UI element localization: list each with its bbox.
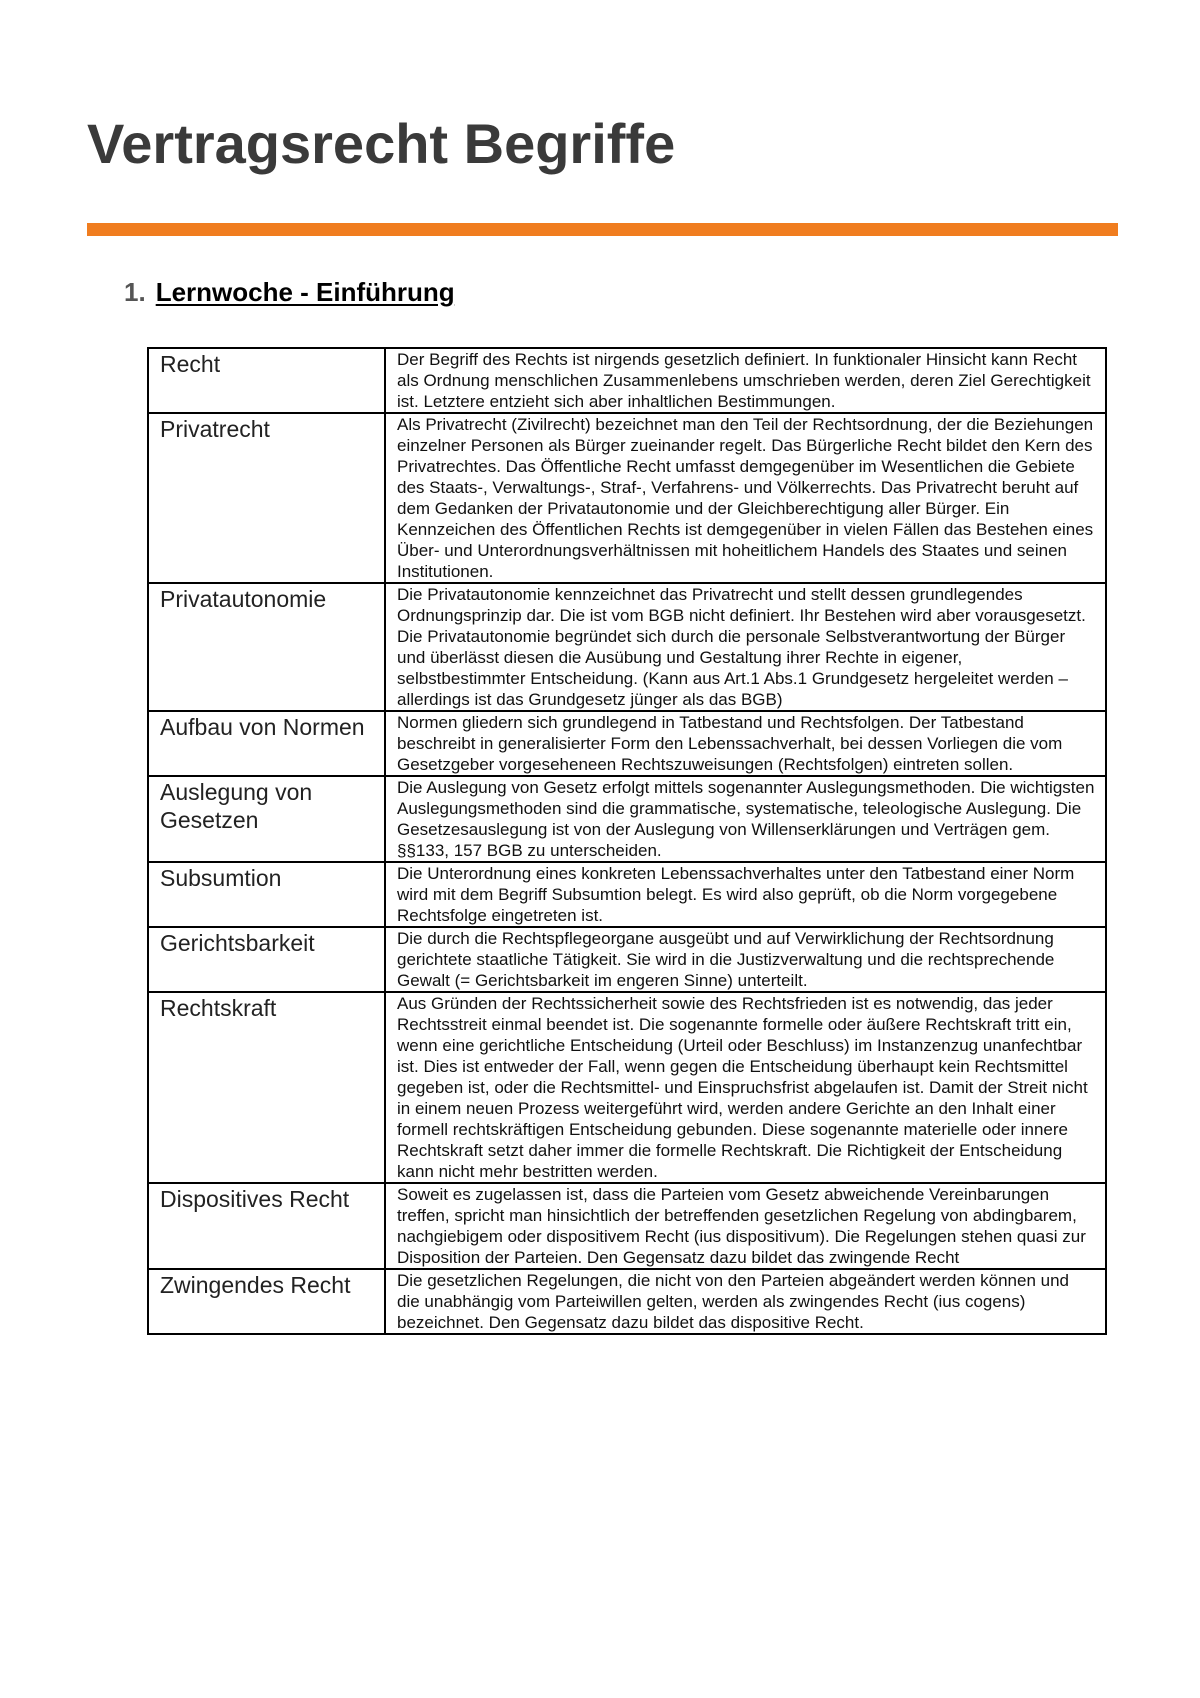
section-label: Lernwoche - Einführung xyxy=(155,277,455,307)
terms-table xyxy=(147,347,1107,1335)
table-row xyxy=(148,992,1106,1183)
term-cell: Rechtskraft xyxy=(148,992,385,1183)
table-row xyxy=(148,862,1106,927)
definition-cell: Normen gliedern sich grundlegend in Tatbestand und Rechtsfolgen. Der Tatbestand beschreibt in generalisierter Form den Lebenssachverhalt, bei dessen Vorliegen die vom Gesetzgeber vorgeseheneen Rechtszuweisungen (Rechtsfolgen) eintreten sollen. xyxy=(385,711,1106,776)
term-cell: Auslegung von Gesetzen xyxy=(148,776,385,862)
table-row xyxy=(148,711,1106,776)
definition-cell: Die Privatautonomie kennzeichnet das Privatrecht und stellt dessen grundlegendes Ordnungsprinzip dar. Die ist vom BGB nicht definiert. Ihr Bestehen wird aber vorausgesetzt. Die Privatautonomie begründet sich durch die personale Selbstverantwortung der Bürger und überlässt diesen die Ausübung und Gestaltung ihrer Rechte in eigener, selbstbestimmter Entscheidung. (Kann aus Art.1 Abs.1 Grundgesetz hergeleitet werden – allerdings ist das Grundgesetz jünger als das BGB) xyxy=(385,583,1106,711)
table-row xyxy=(148,1183,1106,1269)
term-cell: Gerichtsbarkeit xyxy=(148,927,385,992)
definition-cell: Die gesetzlichen Regelungen, die nicht von den Parteien abgeändert werden können und die unabhängig vom Parteiwillen gelten, werden als zwingendes Recht (ius cogens) bezeichnet. Den Gegensatz dazu bildet das dispositive Recht. xyxy=(385,1269,1106,1334)
section-number: 1. xyxy=(124,277,146,307)
table-row xyxy=(148,348,1106,413)
table-row xyxy=(148,583,1106,711)
term-cell: Dispositives Recht xyxy=(148,1183,385,1269)
definition-cell: Der Begriff des Rechts ist nirgends gesetzlich definiert. In funktionaler Hinsicht kann Recht als Ordnung menschlichen Zusammenlebens umschrieben werden, deren Ziel Gerechtigkeit ist. Letztere entzieht sich aber inhaltlichen Bestimmungen. xyxy=(385,348,1106,413)
definition-cell: Soweit es zugelassen ist, dass die Parteien vom Gesetz abweichende Vereinbarungen treffen, spricht man hinsichtlich der betreffenden gesetzlichen Regelung von abdingbarem, nachgiebigem oder dispositivem Recht (ius dispositivum). Die Regelungen stehen quasi zur Disposition der Parteien. Den Gegensatz dazu bildet das zwingende Recht xyxy=(385,1183,1106,1269)
table-row xyxy=(148,776,1106,862)
section-heading xyxy=(124,275,455,309)
term-cell: Zwingendes Recht xyxy=(148,1269,385,1334)
definition-cell: Die Unterordnung eines konkreten Lebenssachverhaltes unter den Tatbestand einer Norm wird mit dem Begriff Subsumtion belegt. Es wird also geprüft, ob die Norm vorgegebene Rechtsfolge eingetreten ist. xyxy=(385,862,1106,927)
definition-cell: Aus Gründen der Rechtssicherheit sowie des Rechtsfrieden ist es notwendig, das jeder Rechtsstreit einmal beendet ist. Die sogenannte formelle oder äußere Rechtskraft tritt ein, wenn eine gerichtliche Entscheidung (Urteil oder Beschluss) im Instanzenzug unanfechtbar ist. Dies ist entweder der Fall, wenn gegen die Entscheidung überhaupt kein Rechtsmittel gegeben ist, oder die Rechtsmittel- und Einspruchsfrist abgelaufen ist. Damit der Streit nicht in einem neuen Prozess weitergeführt wird, werden andere Gerichte an den Inhalt einer formell rechtskräftigen Entscheidung gebunden. Diese sogenannte materielle oder innere Rechtskraft setzt daher immer die formelle Rechtskraft. Die Richtigkeit der Entscheidung kann nicht mehr bestritten werden. xyxy=(385,992,1106,1183)
table-row xyxy=(148,413,1106,583)
term-cell: Aufbau von Normen xyxy=(148,711,385,776)
term-cell: Privatrecht xyxy=(148,413,385,583)
term-cell: Privatautonomie xyxy=(148,583,385,711)
table-row xyxy=(148,927,1106,992)
title-underline-rule xyxy=(87,223,1118,236)
definition-cell: Als Privatrecht (Zivilrecht) bezeichnet man den Teil der Rechtsordnung, der die Beziehungen einzelner Personen als Bürger zueinander regelt. Das Bürgerliche Recht bildet den Kern des Privatrechtes. Das Öffentliche Recht umfasst demgegenüber im Wesentlichen die Gebiete des Staats-, Verwaltungs-, Straf-, Verfahrens- und Völkerrechts. Das Privatrecht beruht auf dem Gedanken der Privatautonomie und der Gleichberechtigung aller Bürger. Ein Kennzeichen des Öffentlichen Rechts ist demgegenüber in vielen Fällen das Bestehen eines Über- und Unterordnungsverhältnissen mit hoheitlichem Handels des Staates und seinen Institutionen. xyxy=(385,413,1106,583)
document-title: Vertragsrecht Begriffe xyxy=(87,112,676,175)
term-cell: Recht xyxy=(148,348,385,413)
definition-cell: Die Auslegung von Gesetz erfolgt mittels sogenannter Auslegungsmethoden. Die wichtigsten Auslegungsmethoden sind die grammatische, systematische, teleologische Auslegung. Die Gesetzesauslegung ist von der Auslegung von Willenserklärungen und Verträgen gem. §§133, 157 BGB zu unterscheiden. xyxy=(385,776,1106,862)
term-cell: Subsumtion xyxy=(148,862,385,927)
definition-cell: Die durch die Rechtspflegeorgane ausgeübt und auf Verwirklichung der Rechtsordnung gerichtete staatliche Tätigkeit. Sie wird in die Justizverwaltung und die rechtsprechende Gewalt (= Gerichtsbarkeit im engeren Sinne) unterteilt. xyxy=(385,927,1106,992)
table-row xyxy=(148,1269,1106,1334)
